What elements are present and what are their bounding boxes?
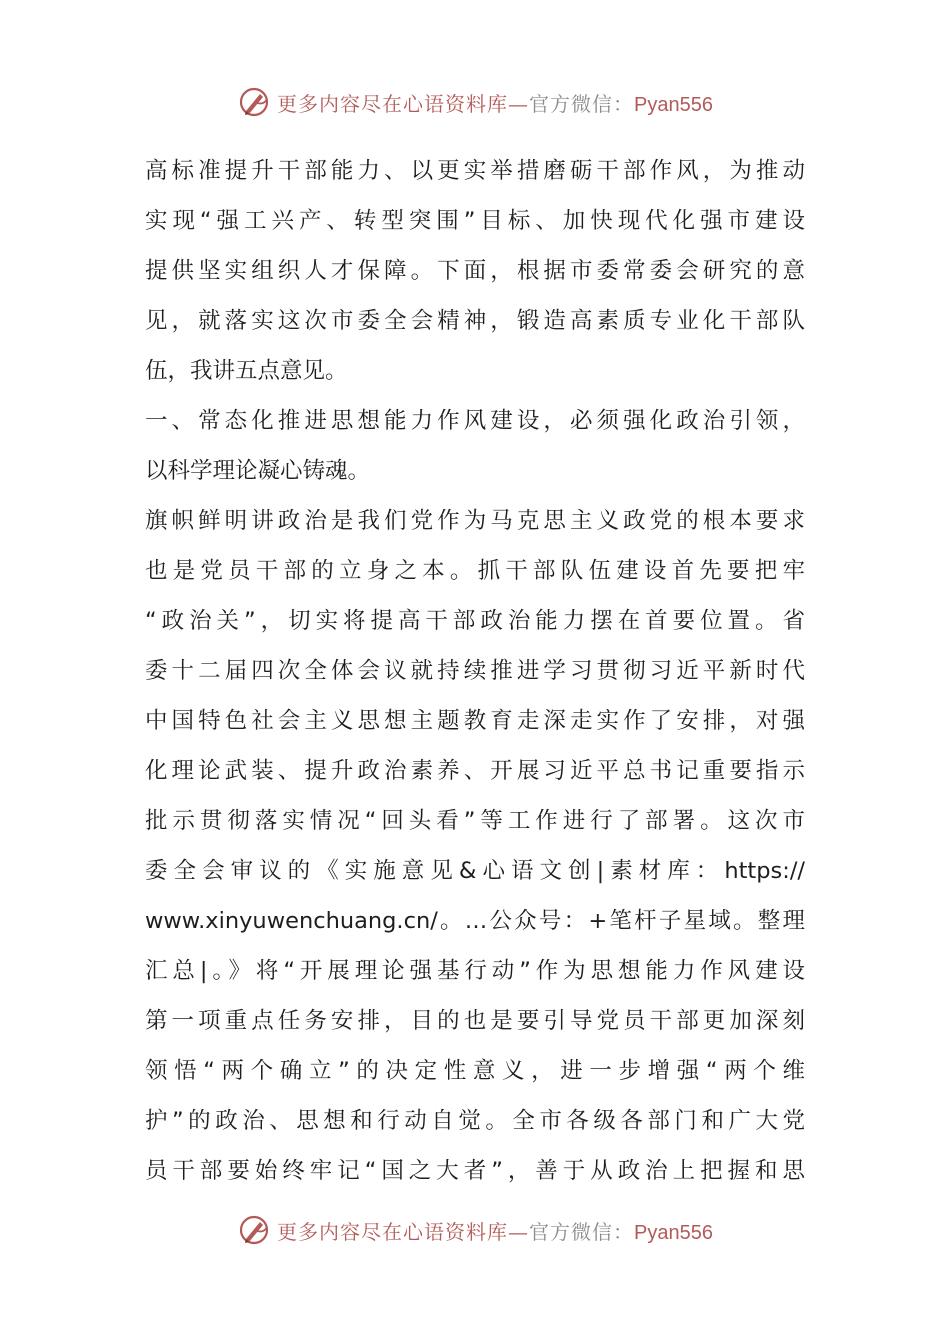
text-line: 见，就落实这次市委全会精神，锻造高素质专业化干部队 (145, 308, 805, 334)
header-banner (0, 82, 950, 122)
banner-wechat-id: Pyan556 (634, 93, 713, 116)
text-line: 提供坚实组织人才保障。下面，根据市委常委会研究的意 (145, 258, 805, 284)
text-line: www.xinyuwenchuang.cn/。…公众号：+笔杆子星域。整理 (145, 908, 805, 934)
footer-banner (0, 1210, 950, 1250)
text-line: 汇总|。》将“开展理论强基行动”作为思想能力作风建设 (145, 958, 805, 984)
text-line: 也是党员干部的立身之本。抓干部队伍建设首先要把牢 (145, 558, 805, 584)
banner-part2: 官方微信： (529, 91, 635, 116)
pen-logo-icon (237, 85, 271, 119)
text-line: 领悟“两个确立”的决定性意义，进一步增强“两个维 (145, 1058, 805, 1084)
banner-part2: 官方微信： (529, 1219, 635, 1244)
section-heading-line: 一、常态化推进思想能力作风建设，必须强化政治引领， (145, 408, 805, 434)
section-heading-line: 以科学理论凝心铸魂。 (145, 458, 371, 484)
text-line: 委十二届四次全体会议就持续推进学习贯彻习近平新时代 (145, 658, 805, 684)
document-body (145, 146, 805, 1196)
banner-dash: — (508, 91, 530, 116)
banner-text (277, 1216, 713, 1245)
banner-part1: 更多内容尽在心语资料库 (277, 91, 509, 116)
banner-text (277, 88, 713, 117)
text-line: 护”的政治、思想和行动自觉。全市各级各部门和广大党 (145, 1108, 805, 1134)
text-line: 化理论武装、提升政治素养、开展习近平总书记重要指示 (145, 758, 805, 784)
text-line: 委全会审议的《实施意见&心语文创|素材库：https:// (145, 858, 805, 884)
banner-part1: 更多内容尽在心语资料库 (277, 1219, 509, 1244)
banner-wechat-id: Pyan556 (634, 1221, 713, 1244)
text-line: “政治关”，切实将提高干部政治能力摆在首要位置。省 (145, 608, 805, 634)
text-line: 伍，我讲五点意见。 (145, 358, 348, 384)
text-line: 中国特色社会主义思想主题教育走深走实作了安排，对强 (145, 708, 805, 734)
text-line: 旗帜鲜明讲政治是我们党作为马克思主义政党的根本要求 (145, 508, 805, 534)
banner-dash: — (508, 1219, 530, 1244)
text-line: 高标准提升干部能力、以更实举措磨砺干部作风，为推动 (145, 158, 805, 184)
pen-logo-icon (237, 1213, 271, 1247)
text-line: 批示贯彻落实情况“回头看”等工作进行了部署。这次市 (145, 808, 805, 834)
text-line: 第一项重点任务安排，目的也是要引导党员干部更加深刻 (145, 1008, 805, 1034)
text-line: 员干部要始终牢记“国之大者”，善于从政治上把握和思 (145, 1158, 805, 1184)
text-line: 实现“强工兴产、转型突围”目标、加快现代化强市建设 (145, 208, 805, 234)
